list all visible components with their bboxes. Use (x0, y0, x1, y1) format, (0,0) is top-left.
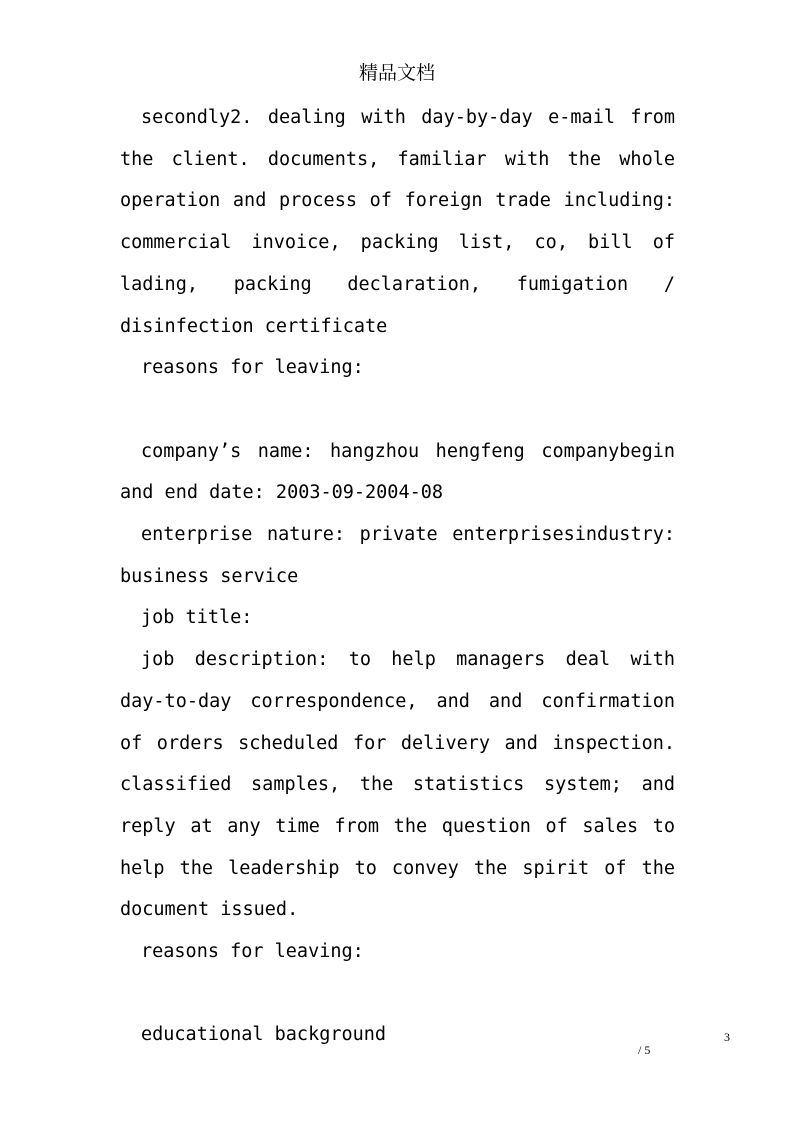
page-header-title: 精品文档 (358, 62, 435, 84)
document-body (120, 97, 675, 1056)
paragraph-job-title: job title: (141, 607, 253, 629)
paragraph-reasons-for-leaving-2: reasons for leaving: (141, 941, 364, 963)
paragraph-company-name: company’s name: hangzhou hengfeng companybegin and end date: 2003-09-2004-08 (120, 440, 675, 504)
paragraph-reasons-for-leaving: reasons for leaving: (141, 357, 364, 379)
page-number: 3 (724, 1030, 730, 1044)
blank-line (120, 389, 675, 431)
paragraph-job-description: job description: to help managers deal with day-to-day correspondence, and and confirmation of orders scheduled for delivery and inspection. classified samples, the statistics system; and reply at any time from the question of sales to help the leadership to convey the spirit of the document issued. (120, 649, 675, 921)
page-total: / 5 (638, 1043, 651, 1057)
paragraph-enterprise-nature: enterprise nature: private enterprisesindustry: business service (120, 524, 675, 587)
paragraph-job-duties: secondly2. dealing with day-by-day e-mail from the client. documents, familiar with the whole operation and process of foreign trade including: commercial invoice, packing list, co, bill of lading, packing declaration, fumigation / disinfection certificate (120, 107, 675, 337)
blank-line-2 (120, 973, 675, 1015)
section-heading-educational-background: educational background (141, 1024, 387, 1046)
